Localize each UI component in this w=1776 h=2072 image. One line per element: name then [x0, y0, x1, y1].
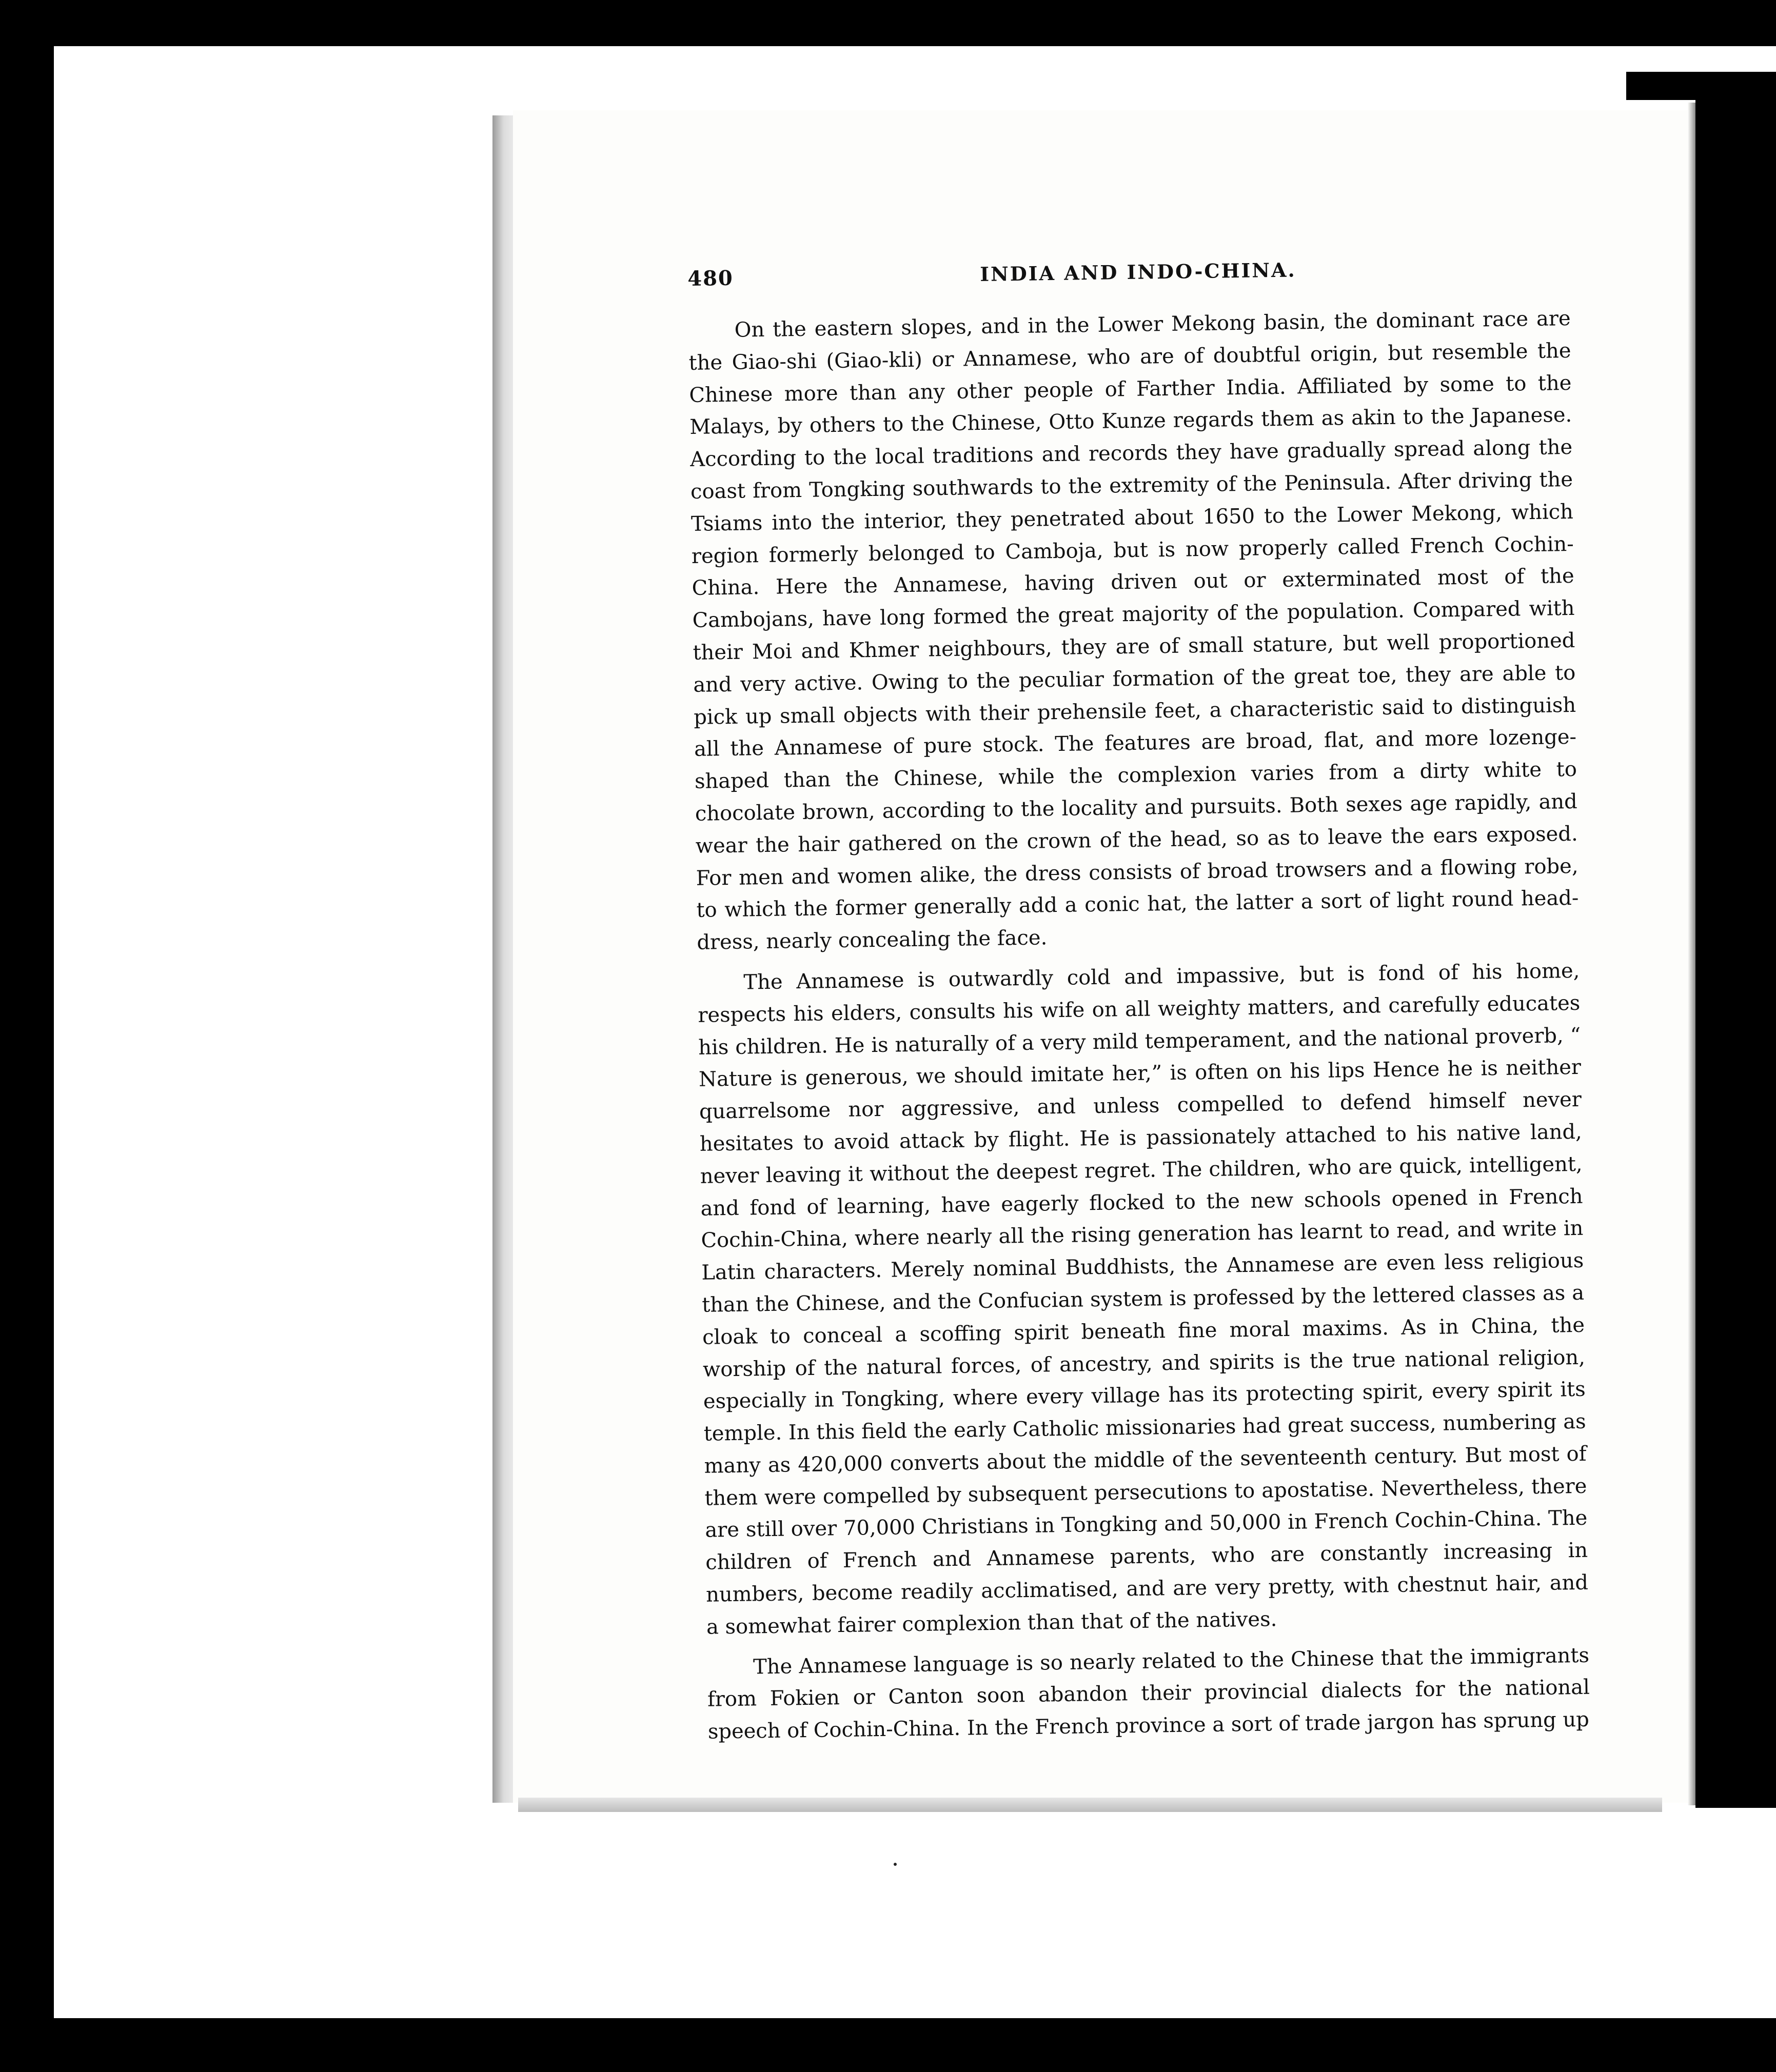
page-number: 480	[687, 266, 734, 291]
page-clip	[1626, 72, 1776, 100]
page-bottom-shadow	[518, 1798, 1662, 1812]
body-paragraph: The Annamese language is so nearly related to the Chinese that the immigrants from Fokien or Canton soon abandon their provincial dialects for the national speech of Cochin-China. In the French province a sort of trade jargon has sprung up	[707, 1643, 1590, 1744]
book-binding	[1695, 100, 1776, 1808]
film-bottom-border	[0, 2018, 1776, 2072]
film-edge-mark	[0, 1744, 6, 1764]
page-text-block	[687, 254, 1590, 1757]
running-head-title: INDIA AND INDO-CHINA.	[979, 258, 1296, 286]
body-paragraph: On the eastern slopes, and in the Lower Mekong basin, the dominant race are the Giao-shi (Giao-kli) or Annamese, who are of doubtful origin, but resemble the Chinese more than any other people of Farther India. Affiliated by some to the Malays, by others to the Chinese, Otto Kunze regards them as akin to the Japanese. According to the local traditions and records they have gradually spread along the coast from Tongking southwards to the extremity of the Peninsula. After driving the Tsiams into the interior, they penetrated about 1650 to the Lower Mekong, which region formerly belonged to Camboja, but is now properly called French Cochin-China. Here the Annamese, having driven out or exterminated most of the Cambojans, have long formed the great majority of the population. Compared with their Moi and Khmer neighbours, they are of small stature, but well proportioned and very active. Owing to the peculiar formation of the great toe, they are able to pick up small objects with their prehensile feet, a characteristic said to distinguish all the Annamese of pure stock. The features are broad, flat, and more lozenge-shaped than the Chinese, while the complexion varies from a dirty white to chocolate brown, according to the locality and pursuits. Both sexes age rapidly, and wear the hair gathered on the crown of the head, so as to leave the ears exposed. For men and women alike, the dress consists of broad trowsers and a flowing robe, to which the former generally add a conic hat, the latter a sort of light round head-dress, nearly concealing the face.	[688, 306, 1579, 955]
film-edge-mark	[0, 1395, 6, 1416]
body-paragraph: The Annamese is outwardly cold and impassive, but is fond of his home, respects his elders, consults his wife on all weighty matters, and carefully educates his children. He is naturally of a very mild temperament, and the national proverb, “ Nature is generous, we should imitate her,” is often on his lips Hence he is neither quarrelsome nor aggressive, and unless compelled to defend himself never hesitates to avoid attack by flight. He is passionately attached to his native land, never leaving it without the deepest regret. The children, who are quick, intelligent, and fond of learning, have eagerly flocked to the new schools opened in French Cochin-China, where nearly all the rising generation has learnt to read, and write in Latin characters. Merely nominal Buddhists, the Annamese are even less religious than the Chinese, and the Confucian system is professed by the lettered classes as a cloak to conceal a scoffing spirit beneath fine moral maxims. As in China, the worship of the natural forces, of ancestry, and spirits is the true national religion, especially in Tongking, where every village has its protecting spirit, every spirit its temple. In this field the early Catholic missionaries had great success, numbering as many as 420,000 converts about the middle of the seventeenth century. But most of them were compelled by subsequent persecutions to apostatise. Nevertheless, there are still over 70,000 Christians in Tongking and 50,000 in French Cochin-China. The children of French and Annamese parents, who are constantly increasing in numbers, become readily acclimatised, and are very pretty, with chestnut hair, and a somewhat fairer complexion than that of the natives.	[698, 959, 1589, 1639]
scan-speck	[894, 1863, 897, 1866]
